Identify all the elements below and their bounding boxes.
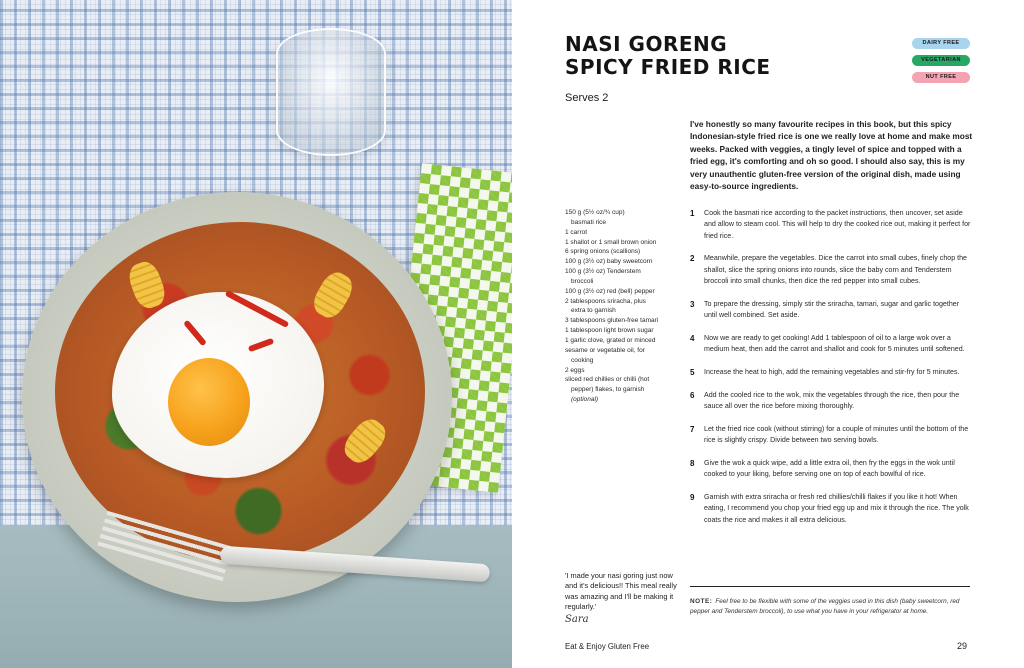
ingredient-line: broccoli	[571, 277, 594, 285]
ingredient-line: 3 tablespoons gluten-free tamari	[565, 317, 659, 325]
method-step	[690, 492, 974, 526]
water-glass	[276, 28, 386, 156]
ingredient-line: 150 g (5½ oz/¾ cup)	[565, 209, 625, 216]
dietary-tags	[912, 38, 970, 89]
ingredient-line: 100 g (3½ oz) Tenderstem	[565, 268, 641, 276]
step-number: 5	[690, 367, 695, 377]
step-text: Give the wok a quick wipe, add a little extra oil, then fry the eggs in the wok until cooked to your liking, before serving one on top of each bowlful of rice.	[704, 458, 955, 479]
tag-nut-free: NUT FREE	[912, 72, 970, 83]
ingredient-line: (optional)	[571, 396, 599, 404]
method-step	[690, 390, 974, 413]
method-steps	[690, 208, 974, 537]
step-number: 4	[690, 333, 695, 343]
step-text: To prepare the dressing, simply stir the sriracha, tamari, sugar and garlic together until well combined. Set aside.	[704, 299, 960, 320]
method-step	[690, 458, 974, 481]
quote-signature: Sara	[565, 614, 589, 625]
ingredient-line: sliced red chillies or chilli (hot	[565, 376, 650, 384]
book-title-footer: Eat & Enjoy Gluten Free	[565, 642, 650, 651]
step-number: 7	[690, 424, 695, 434]
step-text: Let the fried rice cook (without stirring) for a couple of minutes until the bottom of the rice is slightly crispy. Divide between two serving bowls.	[704, 424, 969, 445]
serves-count: Serves 2	[565, 92, 609, 104]
title-line-2: SPICY FRIED RICE	[565, 55, 771, 79]
step-number: 1	[690, 209, 695, 218]
method-step	[690, 367, 974, 378]
step-text: Garnish with extra sriracha or fresh red chillies/chilli flakes if you like it hot! When eating, I recommend you chop your fried egg up and mix it through the rice. The yolk coats the rice and makes it all extra delicious.	[704, 493, 969, 524]
ingredient-line: 100 g (3½ oz) red (bell) pepper	[565, 287, 655, 295]
method-step	[690, 424, 974, 447]
note-text: Feel free to be flexible with some of the veggies used in this dish (baby sweetcorn, red pepper and Tenderstem broccoli), to use what you have in your refrigerator at home.	[690, 598, 960, 616]
step-number: 8	[690, 458, 695, 468]
step-text: Meanwhile, prepare the vegetables. Dice the carrot into small cubes, finely chop the shallot, slice the spring onions into rounds, slice the baby corn and Tenderstem broccoli into small chunks, then dice the red pepper into small cubes.	[704, 254, 968, 285]
method-step	[690, 208, 974, 242]
step-number: 9	[690, 493, 695, 503]
tag-vegetarian: VEGETARIAN	[912, 55, 970, 66]
method-step	[690, 253, 974, 287]
method-step	[690, 299, 974, 322]
step-number: 3	[690, 299, 695, 309]
title-line-1: NASI GORENG	[565, 32, 728, 56]
ingredient-line: 6 spring onions (scallions)	[565, 248, 641, 256]
note-label: NOTE:	[690, 598, 713, 605]
ingredient-line: 1 shallot or 1 small brown onion	[565, 238, 657, 246]
step-text: Cook the basmati rice according to the packet instructions, then uncover, set aside and allow to steam cool. This will help to dry the cooked rice out, making it perfect for fried rice.	[704, 209, 971, 240]
step-number: 2	[690, 254, 695, 264]
step-text: Increase the heat to high, add the remaining vegetables and stir-fry for 5 minutes.	[704, 367, 960, 376]
ingredient-list	[565, 208, 683, 405]
recipe-note	[690, 597, 972, 618]
ingredient-line: basmati rice	[571, 218, 607, 226]
step-number: 6	[690, 390, 695, 400]
page-number: 29	[957, 641, 968, 651]
ingredient-line: 100 g (3½ oz) baby sweetcorn	[565, 258, 653, 266]
ingredient-line: 2 eggs	[565, 366, 585, 374]
step-text: Now we are ready to get cooking! Add 1 tablespoon of oil to a large wok over a medium heat, then add the carrot and shallot and cook for 5 minutes until softened.	[704, 333, 965, 354]
ingredient-line: 1 tablespoon light brown sugar	[565, 327, 654, 335]
note-divider	[690, 586, 970, 587]
ingredient-line: cooking	[571, 356, 594, 364]
recipe-page	[512, 0, 1024, 668]
method-step	[690, 333, 974, 356]
ingredient-line: 1 garlic clove, grated or minced	[565, 336, 656, 344]
ingredient-line: extra to garnish	[571, 307, 616, 315]
ingredient-line: 1 carrot	[565, 228, 588, 236]
ingredient-line: 2 tablespoons sriracha, plus	[565, 297, 646, 305]
ingredient-line: sesame or vegetable oil, for	[565, 346, 645, 354]
reader-quote: 'I made your nasi goring just now and it's delicious!! This meal really was amazing and I'll be making it regularly.'	[565, 571, 677, 612]
recipe-intro: I've honestly so many favourite recipes in this book, but this spicy Indonesian-style fried rice is one we really love at home and make most weeks. Packed with veggies, a tingly level of spice and topped with a fried egg, it's comforting and oh so good. I should also say, this is my very unauthentic gluten-free version of the original dish, made using easy-to-source ingredients.	[690, 119, 973, 192]
recipe-title	[565, 33, 895, 79]
egg-yolk	[168, 358, 250, 446]
ingredient-line: pepper) flakes, to garnish	[571, 386, 645, 394]
step-text: Add the cooled rice to the wok, mix the vegetables through the rice, then pour the sauce all over the rice before mixing thoroughly.	[704, 390, 960, 411]
tag-dairy-free: DAIRY FREE	[912, 38, 970, 49]
